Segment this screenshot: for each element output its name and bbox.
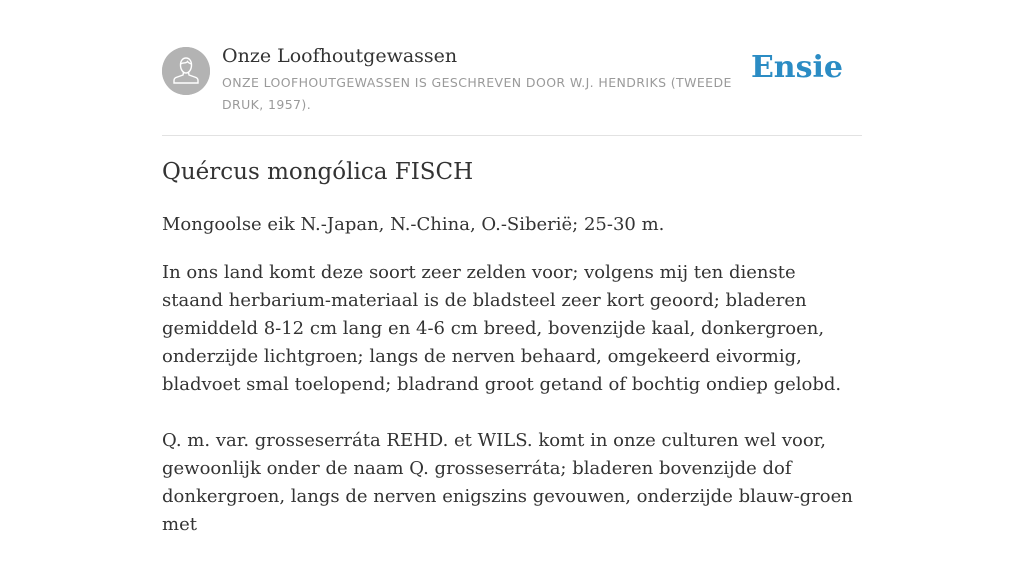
paragraph: In ons land komt deze soort zeer zelden voor; volgens mij ten dienste staand herbarium-materiaal is de bladsteel zeer kort geoord; bladeren gemiddeld 8-12 cm lang en 4-6 cm breed, bovenzijde kaal, donkergroen, onderzijde lichtgroen; langs de nerven behaard, omgekeerd eivormig, bladvoet smal toelopend; bladrand groot getand of bochtig ondiep gelobd. xyxy=(162,262,842,395)
entry-summary: Mongoolse eik N.-Japan, N.-China, O.-Siberië; 25-30 m. xyxy=(162,214,665,235)
page-content xyxy=(162,0,862,535)
user-icon[interactable] xyxy=(162,47,210,95)
brand-logo[interactable]: Ensie xyxy=(750,50,843,85)
entry-title: Quércus mongólica FISCH xyxy=(162,159,474,185)
book-header xyxy=(162,0,862,136)
entry-body xyxy=(162,259,862,567)
paragraph: Q. m. var. grosseserráta REHD. et WILS. komt in onze culturen wel voor, gewoonlijk onder de naam Q. grosseserráta; bladeren bovenzijde dof donkergroen, langs de nerven enigszins gevouwen, onderzijde blauw-groen met xyxy=(162,430,853,535)
book-subtitle: ONZE LOOFHOUTGEWASSEN IS GESCHREVEN DOOR W.J. HENDRIKS (TWEEDE DRUK, 1957). xyxy=(222,75,732,112)
book-title[interactable]: Onze Loofhoutgewassen xyxy=(222,45,458,67)
